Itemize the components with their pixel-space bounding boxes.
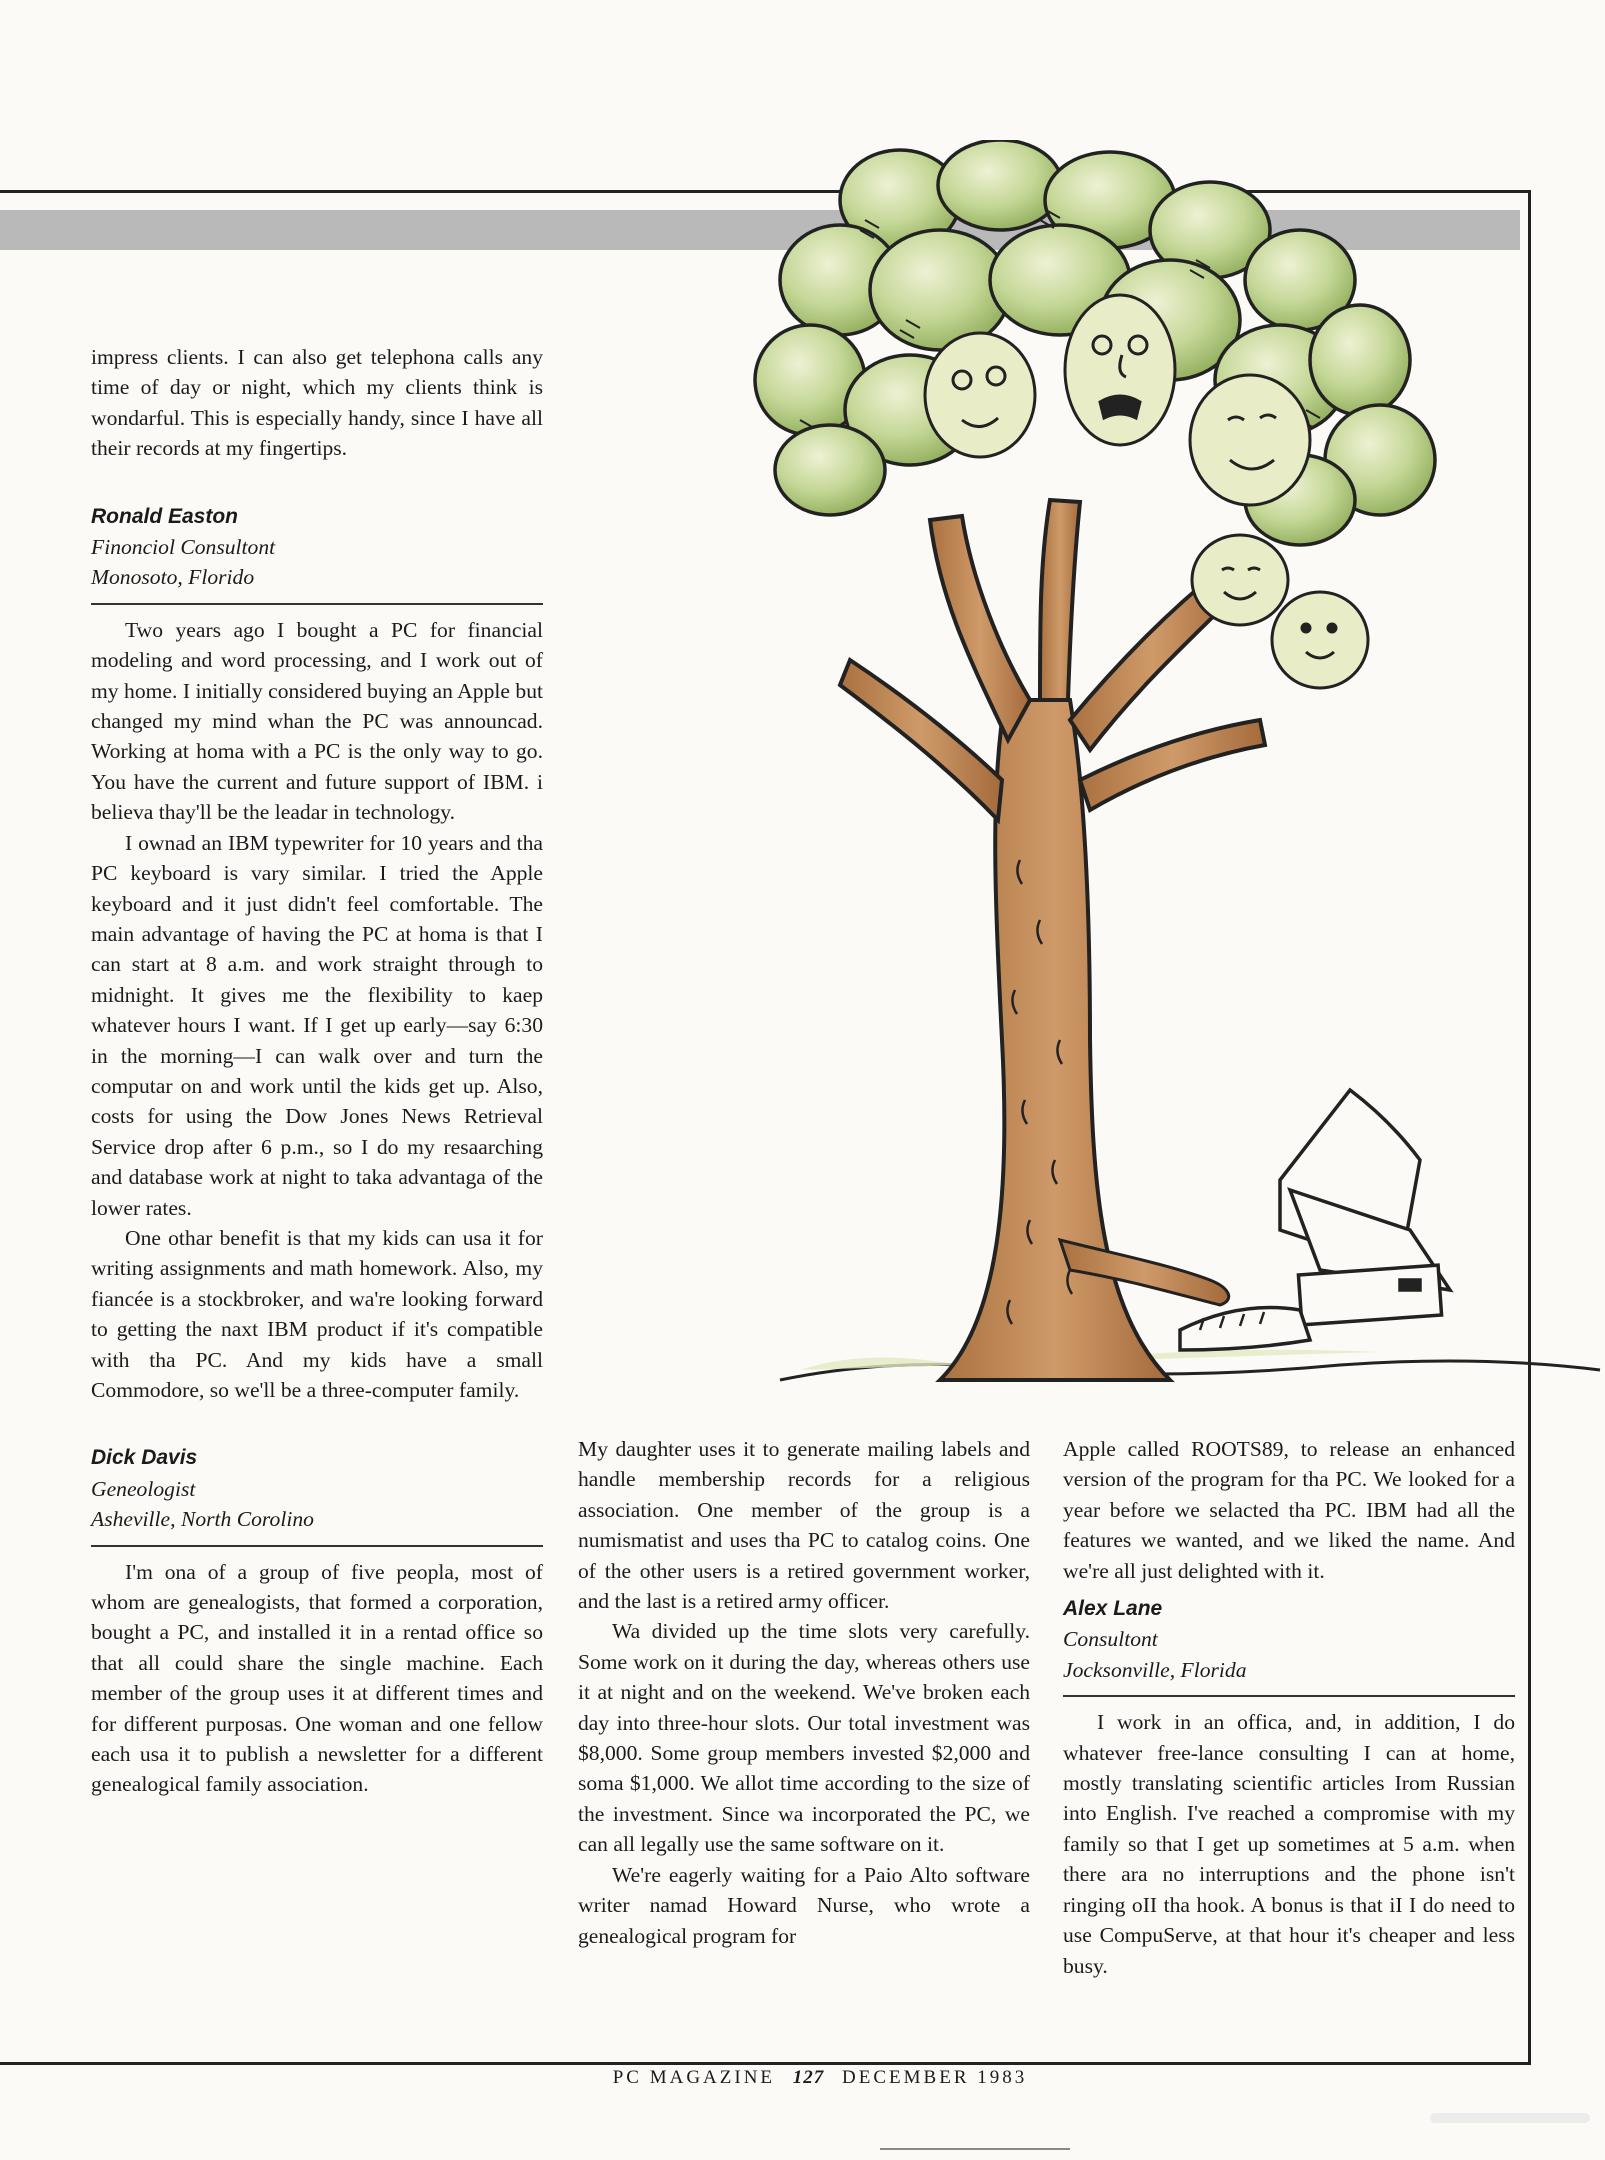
col1-paragraph: Two years ago I bought a PC for financial modeling and word processing, and I work out of my home. I initially considered buying an Apple but changed my mind whan the PC was announcad. Working at homa with a PC is the only way to go. You have the current and future support of IBM. i believa thay'll be the leadar in technology. — [91, 617, 543, 825]
signature-role: Finonciol Consultont — [91, 535, 276, 560]
signature-role: Geneologist — [91, 1476, 196, 1501]
signature-role: Consultont — [1063, 1627, 1158, 1652]
scan-smudge — [1430, 2113, 1590, 2123]
signature-name: Dick Davis — [91, 1446, 198, 1470]
text-column-1 — [91, 342, 543, 1800]
col2-paragraph: We're eagerly waiting for a Paio Alto software writer namad Howard Nurse, who wrote a genealogical program for — [578, 1862, 1030, 1948]
signature-place: Jocksonville, Florida — [1063, 1657, 1247, 1682]
computer-drawing — [1180, 1090, 1450, 1350]
col3-paragraph: Apple called ROOTS89, to release an enhanced version of the program for tha PC. We looked for a year before we selacted tha PC. IBM had all the features we wanted, and we liked the name. And we're all just delighted with it. — [1063, 1437, 1515, 1583]
page-footer — [580, 2067, 1060, 2089]
footer-date: DECEMBER 1983 — [842, 2067, 1028, 2088]
footer-magazine: PC MAGAZINE — [612, 2067, 776, 2088]
signature-name: Alex Lane — [1063, 1597, 1163, 1621]
text-column-2 — [578, 1434, 1030, 1951]
face-4 — [1192, 535, 1288, 625]
family-tree-illustration — [740, 140, 1605, 1410]
col2-paragraph: My daughter uses it to generate mailing labels and handle membership records for a religious association. One member of the group is a numismatist and uses tha PC to catalog coins. One of the other users is a retired government worker, and the last is a retired army officer. — [578, 1437, 1030, 1614]
footer-page-number: 127 — [792, 2067, 825, 2088]
col1-paragraph: One othar benefit is that my kids can usa it for writing assignments and math homework. Also, my fiancée is a stockbroker, and wa're looking forward to getting the naxt IBM product if it's compatible with tha PC. And my kids have a small Commodore, so we'll be a three-computer family. — [91, 1225, 543, 1402]
col1-paragraph: I'm ona of a group of five peopla, most of whom are genealogists, that formed a corporation, bought a PC, and installed it in a rentad office so that all could share the single machine. Each member of the group uses it at different times and for different purposas. One woman and one fellow each usa it to publish a newsletter for a different genealogical family association. — [91, 1559, 543, 1797]
signature-block-dick-davis — [91, 1443, 543, 1546]
face-3 — [1190, 375, 1310, 505]
face-1 — [925, 333, 1035, 457]
col2-paragraph: Wa divided up the time slots very carefully. Some work on it during the day, whereas others use it at night and on the weekend. We've broken each day into three-hour slots. Our total investment was $8,000. Some group members invested $2,000 and soma $1,000. We allot time according to the size of the investment. Since wa incorporated the PC, we can all legally use the same software on it. — [578, 1619, 1030, 1857]
signature-place: Monosoto, Florido — [91, 565, 255, 590]
text-column-3 — [1063, 1434, 1515, 1981]
face-2 — [1065, 295, 1175, 445]
frame-bottom-rule — [0, 2062, 1531, 2065]
signature-name: Ronald Easton — [91, 504, 239, 528]
signature-block-alex-lane — [1063, 1594, 1515, 1697]
signature-block-ronald-easton — [91, 502, 543, 605]
col1-intro-paragraph: impress clients. I can also get telephona calls any time of day or night, which my clients think is wondarful. This is especially handy, since I have all their records at my fingertips. — [91, 345, 543, 461]
col1-paragraph: I ownad an IBM typewriter for 10 years and tha PC keyboard is vary similar. I tried the Apple keyboard and it just didn't feel comfortable. The main advantage of having the PC at homa is that I can start at 8 a.m. and work straight through to midnight. It gives me the flexibility to kaep whatever hours I want. If I get up early—say 6:30 in the morning—I can walk over and turn the computar on and work until the kids get up. Also, costs for using the Dow Jones News Retrieval Service drop after 6 p.m., so I do my resaarching and database work at night to taka advantaga of the lower rates. — [91, 830, 543, 1220]
face-5 — [1272, 592, 1368, 688]
signature-place: Asheville, North Corolino — [91, 1507, 314, 1532]
scan-line — [880, 2148, 1070, 2150]
col3-paragraph: I work in an offica, and, in addition, I do whatever free-lance consulting I can at home, mostly translating scientific articles Irom Russian into English. I've reached a compromise with my family so that I get up sometimes at 5 a.m. when there ara no interruptions and the phone isn't ringing oII tha hook. A bonus is that iI I do need to use CompuServe, at that hour it's cheaper and less busy. — [1063, 1710, 1515, 1978]
